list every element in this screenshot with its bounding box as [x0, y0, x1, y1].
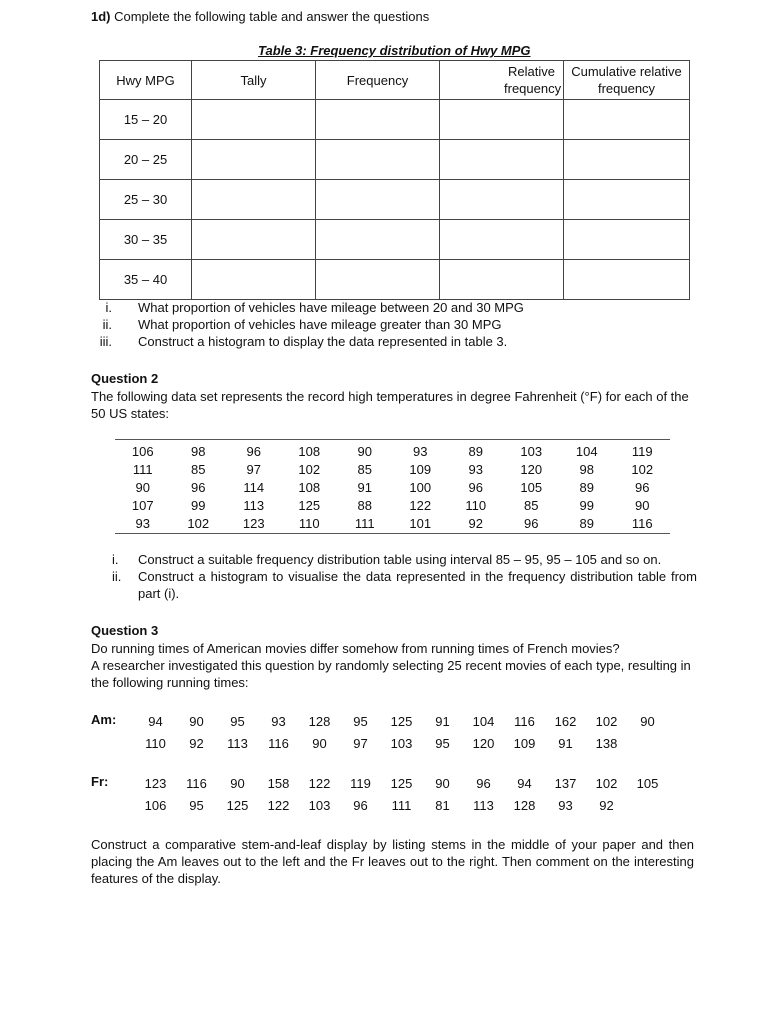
data-cell: 110: [465, 498, 487, 513]
list-item: [82, 316, 524, 333]
am-value: 109: [513, 736, 536, 751]
am-value: 125: [390, 714, 413, 729]
fr-value: 125: [390, 776, 413, 791]
table-row: [100, 100, 690, 140]
data-cell: 108: [298, 444, 321, 459]
fr-value: 92: [599, 798, 614, 813]
table3-header-cumulative: Cumulative relative frequency: [564, 61, 690, 100]
q1d-heading: [91, 8, 429, 25]
table3-class-cell: 25 – 30: [100, 180, 192, 220]
data-cell: 114: [243, 480, 265, 495]
frequency-input-cell[interactable]: [316, 260, 440, 300]
table3-header-frequency: Frequency: [316, 61, 440, 100]
am-value: 97: [353, 736, 368, 751]
fr-row-2: [135, 796, 627, 816]
data-cell: 104: [575, 444, 598, 459]
data-cell: 96: [191, 480, 206, 495]
fr-value: 96: [353, 798, 368, 813]
am-value: 95: [230, 714, 245, 729]
item-text: Construct a histogram to visualise the data represented in the frequency distribution table from part (i).: [138, 569, 697, 601]
q1d-instruction: Complete the following table and answer the questions: [110, 9, 430, 24]
tally-input-cell[interactable]: [192, 100, 316, 140]
table-row: [115, 461, 670, 479]
am-value: 103: [390, 736, 413, 751]
table3-header-hwy: Hwy MPG: [100, 61, 192, 100]
fr-value: 90: [230, 776, 245, 791]
am-value: 104: [472, 714, 495, 729]
fr-value: 123: [144, 776, 167, 791]
fr-label: Fr:: [91, 774, 109, 789]
am-value: 102: [595, 714, 618, 729]
data-cell: 116: [631, 516, 653, 531]
data-cell: 98: [579, 462, 594, 477]
q2-parts: [112, 551, 697, 602]
data-cell: 102: [187, 516, 210, 531]
am-value: 95: [353, 714, 368, 729]
am-value: 94: [148, 714, 163, 729]
am-value: 93: [271, 714, 286, 729]
data-cell: 123: [242, 516, 265, 531]
q2-title: Question 2: [91, 371, 159, 386]
cumulative-input-cell[interactable]: [564, 100, 690, 140]
relative-input-cell[interactable]: [440, 180, 564, 220]
data-cell: 102: [298, 462, 321, 477]
am-value: 110: [145, 736, 166, 751]
item-text: What proportion of vehicles have mileage greater than 30 MPG: [138, 317, 502, 332]
data-cell: 85: [191, 462, 206, 477]
fr-value: 103: [308, 798, 331, 813]
data-cell: 103: [520, 444, 543, 459]
data-cell: 110: [298, 516, 320, 531]
fr-value: 128: [513, 798, 536, 813]
q3-closing: Construct a comparative stem-and-leaf display by listing stems in the middle of your paper and then placing the Am leaves out to the left and the Fr leaves out to the right. Then comment on the interesting features of the display.: [91, 837, 694, 886]
table-row: [100, 140, 690, 180]
data-cell: 111: [354, 516, 375, 531]
item-number: iii.: [99, 334, 112, 349]
data-cell: 105: [520, 480, 543, 495]
q3-intro-line1: Do running times of American movies differ somehow from running times of French movies?: [91, 641, 620, 656]
am-value: 91: [435, 714, 450, 729]
table-row: [100, 220, 690, 260]
data-cell: 96: [246, 444, 261, 459]
table3-header-row: [100, 61, 690, 100]
am-value: 92: [189, 736, 204, 751]
am-value: 128: [308, 714, 331, 729]
cumulative-input-cell[interactable]: [564, 140, 690, 180]
data-cell: 98: [191, 444, 206, 459]
data-cell: 96: [524, 516, 539, 531]
list-item: [112, 568, 697, 602]
fr-value: 102: [595, 776, 618, 791]
tally-input-cell[interactable]: [192, 220, 316, 260]
am-value: 90: [189, 714, 204, 729]
am-value: 90: [312, 736, 327, 751]
fr-value: 122: [308, 776, 331, 791]
am-value: 120: [472, 736, 495, 751]
data-cell: 119: [631, 444, 653, 459]
item-text: Construct a suitable frequency distribution table using interval 85 – 95, 95 – 105 and so on.: [138, 552, 662, 567]
table3: [99, 60, 690, 300]
cumulative-input-cell[interactable]: [564, 260, 690, 300]
table3-header-relative: Relative frequency: [440, 61, 564, 100]
frequency-input-cell[interactable]: [316, 140, 440, 180]
data-cell: 89: [579, 480, 594, 495]
relative-input-cell[interactable]: [440, 220, 564, 260]
relative-input-cell[interactable]: [440, 140, 564, 180]
fr-value: 113: [473, 798, 494, 813]
am-value: 162: [554, 714, 577, 729]
list-item: [82, 333, 524, 350]
fr-value: 95: [189, 798, 204, 813]
table-row: [115, 515, 670, 533]
fr-value: 106: [144, 798, 167, 813]
fr-value: 158: [267, 776, 290, 791]
data-cell: 106: [131, 444, 154, 459]
data-cell: 113: [243, 498, 265, 513]
cumulative-input-cell[interactable]: [564, 180, 690, 220]
data-cell: 100: [409, 480, 432, 495]
data-cell: 89: [468, 444, 483, 459]
data-cell: 99: [579, 498, 594, 513]
fr-value: 125: [226, 798, 249, 813]
data-cell: 91: [357, 480, 372, 495]
data-cell: 90: [357, 444, 372, 459]
am-row-1: [135, 712, 668, 732]
data-cell: 96: [468, 480, 483, 495]
q2-intro: The following data set represents the record high temperatures in degree Fahrenheit (°F) for each of the 50 US states:: [91, 389, 689, 421]
table3-class-cell: 20 – 25: [100, 140, 192, 180]
am-row-2: [135, 734, 627, 754]
data-cell: 109: [409, 462, 432, 477]
item-number: i.: [105, 300, 112, 315]
data-cell: 120: [520, 462, 543, 477]
data-cell: 107: [131, 498, 154, 513]
fr-value: 93: [558, 798, 573, 813]
data-cell: 101: [409, 516, 432, 531]
data-cell: 88: [357, 498, 372, 513]
data-cell: 92: [468, 516, 483, 531]
fr-row-1: [135, 774, 668, 794]
data-cell: 122: [409, 498, 432, 513]
data-cell: 102: [631, 462, 654, 477]
tally-input-cell[interactable]: [192, 260, 316, 300]
fr-value: 116: [186, 776, 207, 791]
data-cell: 89: [579, 516, 594, 531]
item-text: What proportion of vehicles have mileage between 20 and 30 MPG: [138, 300, 524, 315]
data-cell: 111: [132, 462, 153, 477]
am-value: 91: [558, 736, 573, 751]
table3-class-cell: 30 – 35: [100, 220, 192, 260]
list-item: [112, 551, 697, 568]
item-number: i.: [112, 552, 119, 567]
am-value: 95: [435, 736, 450, 751]
data-cell: 90: [635, 498, 650, 513]
fr-value: 94: [517, 776, 532, 791]
q1d-questions: [82, 299, 524, 350]
data-cell: 108: [298, 480, 321, 495]
q3-intro-line2: A researcher investigated this question by randomly selecting 25 recent movies of each type, resulting in the following running times:: [91, 658, 691, 690]
fr-value: 81: [435, 798, 450, 813]
q2-data-table: [115, 439, 670, 534]
data-cell: 93: [413, 444, 428, 459]
fr-value: 119: [350, 776, 371, 791]
table-row: [115, 479, 670, 497]
data-cell: 93: [468, 462, 483, 477]
data-cell: 97: [246, 462, 261, 477]
am-value: 116: [268, 736, 289, 751]
list-item: [82, 299, 524, 316]
data-cell: 85: [357, 462, 372, 477]
am-label: Am:: [91, 712, 117, 727]
frequency-input-cell[interactable]: [316, 180, 440, 220]
relative-input-cell[interactable]: [440, 100, 564, 140]
item-text: Construct a histogram to display the data represented in table 3.: [138, 334, 508, 349]
table-row: [115, 443, 670, 461]
q3-title: Question 3: [91, 623, 159, 638]
item-number: ii.: [112, 569, 122, 584]
item-number: ii.: [102, 317, 112, 332]
table-row: [100, 180, 690, 220]
table3-class-cell: 15 – 20: [100, 100, 192, 140]
fr-value: 111: [391, 798, 412, 813]
q3-intro: [91, 640, 696, 691]
am-value: 116: [514, 714, 535, 729]
data-cell: 99: [191, 498, 206, 513]
fr-value: 122: [267, 798, 290, 813]
am-value: 113: [227, 736, 248, 751]
data-cell: 125: [298, 498, 321, 513]
relative-input-cell[interactable]: [440, 260, 564, 300]
table3-caption: Table 3: Frequency distribution of Hwy MPG: [258, 43, 531, 58]
table-row: [100, 260, 690, 300]
tally-input-cell[interactable]: [192, 180, 316, 220]
q1d-number: 1d): [91, 9, 111, 24]
cumulative-input-cell[interactable]: [564, 220, 690, 260]
data-cell: 85: [524, 498, 539, 513]
table-row: [115, 497, 670, 515]
table3-class-cell: 35 – 40: [100, 260, 192, 300]
fr-value: 105: [636, 776, 659, 791]
table3-header-tally: Tally: [192, 61, 316, 100]
data-cell: 90: [135, 480, 150, 495]
tally-input-cell[interactable]: [192, 140, 316, 180]
data-cell: 96: [635, 480, 650, 495]
fr-value: 90: [435, 776, 450, 791]
frequency-input-cell[interactable]: [316, 100, 440, 140]
data-cell: 93: [135, 516, 150, 531]
am-value: 90: [640, 714, 655, 729]
am-value: 138: [595, 736, 618, 751]
fr-value: 137: [554, 776, 577, 791]
frequency-input-cell[interactable]: [316, 220, 440, 260]
fr-value: 96: [476, 776, 491, 791]
